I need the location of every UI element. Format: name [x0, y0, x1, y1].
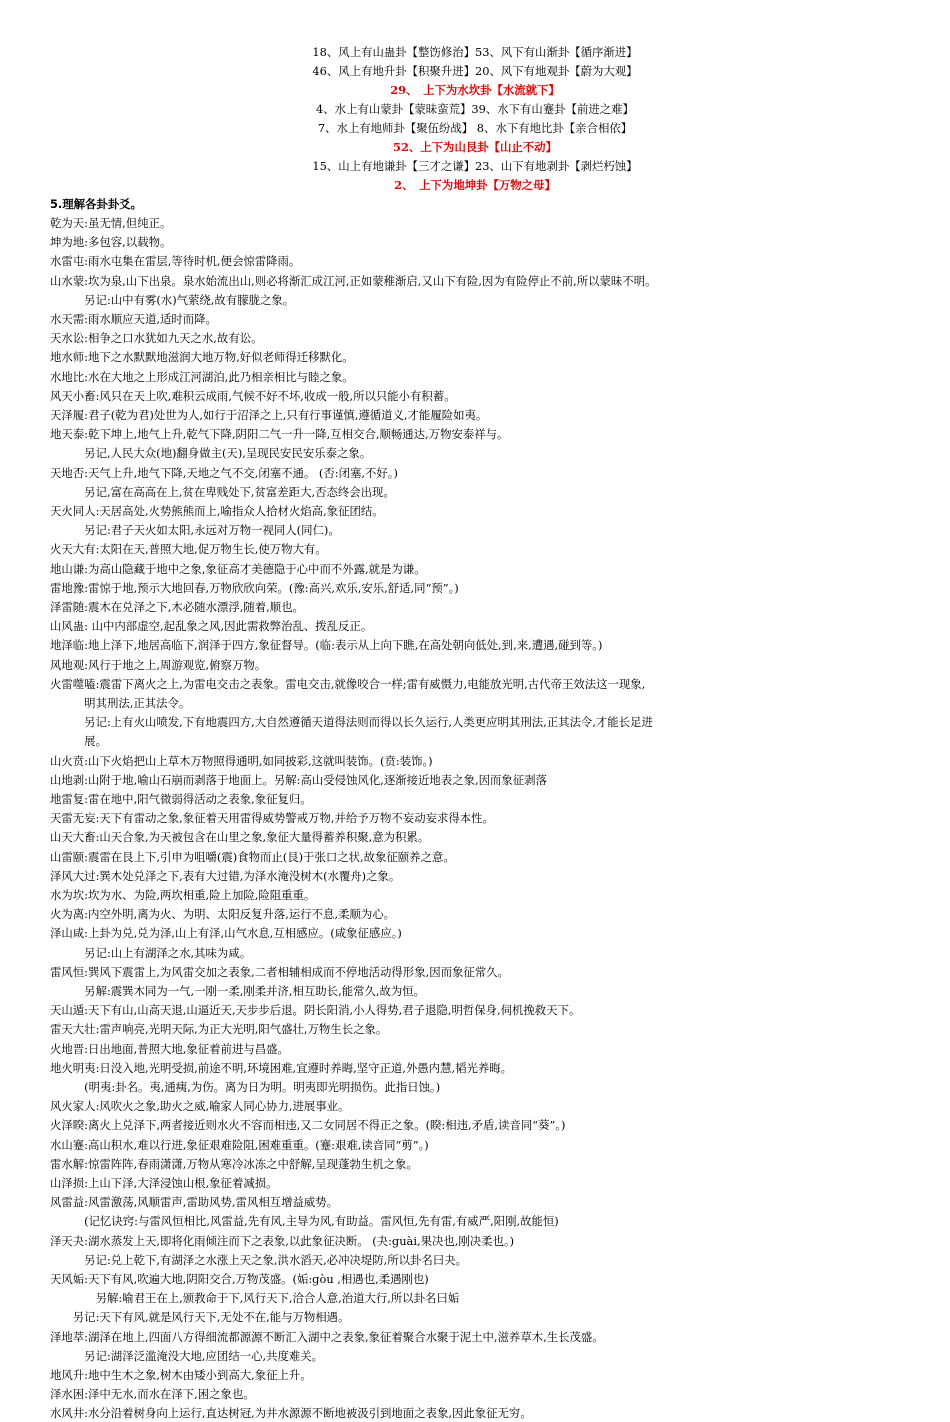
body-line: 地山谦:为高山隐藏于地中之象,象征高才美德隐于心中而不外露,就是为谦。: [50, 562, 426, 576]
body-line: 山天大畜:山天合象,为天被包含在山里之象,象征大量得蓄养积聚,意为积累。: [50, 830, 430, 844]
body-line: 天山遁:天下有山,山高天退,山逼近天,天步步后退。阴长阳消,小人得势,君子退隐,明哲保身,伺机挽救天下。: [50, 1003, 581, 1017]
body-line: 另记:山上有湖泽之水,其味为咸。: [50, 946, 252, 960]
body-line: (记忆诀窍:与雷风恒相比,风雷益,先有风,主导为风,有助益。雷风恒,先有雷,有威严,阳刚,故能恒): [50, 1214, 559, 1228]
body-line: 另解:喻君王在上,颁教命于下,风行天下,洽合人意,治道大行,所以卦名曰姤: [50, 1291, 460, 1305]
trigram-line: 46、风上有地升卦【积聚升进】20、风下有地观卦【蔚为大观】: [312, 64, 638, 78]
body-line: 另记:上有火山喷发,下有地震四方,大自然遵循天道得法则而得以长久运行,人类更应明其刑法,正其法令,才能长足进: [50, 715, 653, 729]
body-line: (明夷:卦名。夷,通痍,为伤。离为日为明。明夷即光明损伤。此指日蚀。): [50, 1080, 441, 1094]
body-line: 天水讼:相争之口水犹如九天之水,故有讼。: [50, 331, 263, 345]
body-line: 地天泰:乾下坤上,地气上升,乾气下降,阴阳二气一升一降,互相交合,顺畅通达,万物安泰祥与。: [50, 427, 509, 441]
body-line: 山火贲:山下火焰把山上草木万物照得通明,如同披彩,这就叫装饰。(贲:装饰。): [50, 754, 433, 768]
body-line: 雷风恒:巽风下震雷上,为风雷交加之表象,二者相辅相成而不停地活动得形象,因而象征常久。: [50, 965, 509, 979]
body-line: 天泽履:君子(乾为君)处世为人,如行于沼泽之上,只有行事谨慎,遵循道义,才能履险如夷。: [50, 408, 488, 422]
body-line: 泽雷随:震木在兑泽之下,木必随水漂浮,随着,顺也。: [50, 600, 304, 614]
body-line: 泽风大过:巽木处兑泽之下,表有大过错,为泽水淹没树木(水覆舟)之象。: [50, 869, 401, 883]
body-line: 另记:山中有雾(水)气萦绕,故有朦胧之象。: [50, 293, 295, 307]
body-line: 泽天夬:湖水蒸发上天,即将化雨倾注而下之表象,以此象征决断。 (夬:guài,果决也,刚决柔也。): [50, 1234, 515, 1248]
body-line: 另记:天下有风,就是风行天下,无处不在,能与万物相遇。: [50, 1310, 350, 1324]
body-line: 明其刑法,正其法令。: [50, 696, 191, 710]
body-line: 另解:震巽木同为一气,一刚一柔,刚柔并济,相互助长,能常久,故为恒。: [50, 984, 426, 998]
body-line: 风地观:风行于地之上,周游观览,俯察万物。: [50, 658, 267, 672]
body-line: 乾为天:虽无情,但纯正。: [50, 216, 172, 230]
body-line: 山风蛊: 山中内部虚空,起乱象之风,因此需救弊治乱、拨乱反正。: [50, 619, 373, 633]
body-line: 火为离:内空外明,离为火、为明、太阳反复升落,运行不息,柔顺为心。: [50, 907, 396, 921]
body-line: 地泽临:地上泽下,地居高临下,润泽于四方,象征督导。(临:表示从上向下瞧,在高处朝向低处,到,来,遭遇,碰到等。): [50, 638, 603, 652]
body-line: 泽地萃:湖泽在地上,四面八方得细流都源源不断汇入湖中之表象,象征着聚合水聚于泥土中,滋养草木,生长茂盛。: [50, 1330, 604, 1344]
body-line: 泽水困:泽中无水,而水在泽下,困之象也。: [50, 1387, 255, 1401]
trigram-line-highlight: 29、 上下为水坎卦【水流就下】: [390, 83, 560, 97]
body-line: 雷天大壮:雷声响亮,光明天际,为正大光明,阳气盛壮,万物生长之象。: [50, 1022, 388, 1036]
trigram-line: 7、水上有地师卦【聚伍纷战】 8、水下有地比卦【亲合相依】: [317, 121, 633, 135]
body-line: 火地晋:日出地面,普照大地,象征着前进与昌盛。: [50, 1042, 289, 1056]
body-line: 山水蒙:坎为泉,山下出泉。泉水始流出山,则必将渐汇成江河,正如蒙稚渐启,又山下有险,因为有险停止不前,所以蒙昧不明。: [50, 274, 657, 288]
body-line: 水地比:水在大地之上形成江河湖泊,此乃相亲相比与睦之象。: [50, 370, 354, 384]
body-line: 另记,富在高高在上,贫在卑贱处下,贫富差距大,否态终会出现。: [50, 485, 395, 499]
body-line: 地水师:地下之水默默地滋润大地万物,好似老师得迁移默化。: [50, 350, 354, 364]
section-title: 5.理解各卦卦爻。: [50, 197, 142, 211]
body-line: 泽山咸:上卦为兑,兑为泽,山上有泽,山气水息,互相感应。(咸象征感应。): [50, 926, 402, 940]
body-line: 天风姤:天下有风,吹遍大地,阴阳交合,万物茂盛。(姤:gòu ,相遇也,柔遇刚也): [50, 1272, 429, 1286]
body-line: 展。: [50, 734, 107, 748]
trigram-line: 15、山上有地谦卦【三才之谦】23、山下有地剥卦【剥烂朽蚀】: [312, 159, 638, 173]
body-line: 坤为地:多包容,以载物。: [50, 235, 172, 249]
body-line: 水天需:雨水顺应天道,适时而降。: [50, 312, 217, 326]
trigram-line: 18、风上有山蛊卦【整饬修治】53、风下有山渐卦【循序渐进】: [312, 45, 638, 59]
body-line: 山地剥:山附于地,喻山石崩而剥落于地面上。另解:高山受侵蚀风化,逐渐接近地表之象,因而象征剥落: [50, 773, 547, 787]
body-line: 水山蹇:高山积水,难以行进,象征艰难险阻,困难重重。(蹇:艰难,读音同“剪”。): [50, 1138, 429, 1152]
body-line: 雷水解:惊雷阵阵,春雨潇潇,万物从寒冷冰冻之中舒解,呈现蓬勃生机之象。: [50, 1157, 418, 1171]
body-line: 天雷无妄:天下有雷动之象,象征着天用雷得威势警戒万物,并给予万物不妄动妄求得本性。: [50, 811, 494, 825]
body-line: 风天小畜:风只在天上吹,难积云成雨,气候不好不坏,收成一般,所以只能小有积蓄。: [50, 389, 456, 403]
body-line: 另记,人民大众(地)翻身做主(天),呈现民安民安乐泰之象。: [50, 446, 372, 460]
trigram-line: 4、水上有山蒙卦【蒙昧蛮荒】39、水下有山蹇卦【前进之难】: [316, 102, 634, 116]
body-line: 天地否:天气上升,地气下降,天地之气不交,闭塞不通。 (否:闭塞,不好。): [50, 466, 398, 480]
body-line: 另记:兑上乾下,有湖泽之水涨上天之象,洪水滔天,必冲决堤防,所以卦名曰夬。: [50, 1253, 467, 1267]
body-line: 水为坎:坎为水、为险,两坎相重,险上加险,险阻重重。: [50, 888, 316, 902]
body-line: 火泽睽:离火上兑泽下,两者接近则水火不容而相违,又二女同居不得正之象。(睽:相违,矛盾,读音同“葵”。): [50, 1118, 566, 1132]
body-line: 山泽损:上山下泽,大泽浸蚀山根,象征着减损。: [50, 1176, 278, 1190]
body-line: 另记:湖泽泛滥淹没大地,应团结一心,共度难关。: [50, 1349, 324, 1363]
body-line: 天火同人:天居高处,火势熊熊而上,喻指众人拾材火焰高,象征团结。: [50, 504, 384, 518]
body-line: 水风井:水分沿着树身向上运行,直达树冠,为井水源源不断地被汲引到地面之表象,因此象征无穷。: [50, 1406, 532, 1420]
body-line: 另记:君子天火如太阳,永远对万物一视同人(同仁)。: [50, 523, 340, 537]
body-line: 风火家人:风吹火之象,助火之威,喻家人同心协力,进展事业。: [50, 1099, 350, 1113]
body-line: 火天大有:太阳在天,普照大地,促万物生长,使万物大有。: [50, 542, 327, 556]
trigram-line-highlight: 2、 上下为地坤卦【万物之母】: [394, 178, 556, 192]
body-line: 山雷颐:震雷在艮上下,引申为咀嚼(震)食物而止(艮)于张口之状,故象征颐养之意。: [50, 850, 455, 864]
trigram-line-highlight: 52、上下为山艮卦【山止不动】: [393, 140, 557, 154]
body-line: 风雷益:风雷激荡,风顺雷声,雷助风势,雷风相互增益威势。: [50, 1195, 339, 1209]
body-line: 水雷屯:雨水屯集在雷层,等待时机,便会惊雷降雨。: [50, 254, 301, 268]
body-line: 地风升:地中生木之象,树木由矮小到高大,象征上升。: [50, 1368, 312, 1382]
body-line: 火雷噬嗑:震雷下离火之上,为雷电交击之表象。雷电交击,就像咬合一样;雷有威慑力,电能放光明,古代帝王效法这一现象,: [50, 677, 646, 691]
body-line: 地雷复:雷在地中,阳气微弱得活动之表象,象征复归。: [50, 792, 312, 806]
body-line: 地火明夷:日没入地,光明受损,前途不明,环境困难,宜遵时养晦,坚守正道,外愚内慧,韬光养晦。: [50, 1061, 513, 1075]
body-line: 雷地豫:雷惊于地,预示大地回春,万物欣欣向荣。(豫:高兴,欢乐,安乐,舒适,同“预”。): [50, 581, 459, 595]
